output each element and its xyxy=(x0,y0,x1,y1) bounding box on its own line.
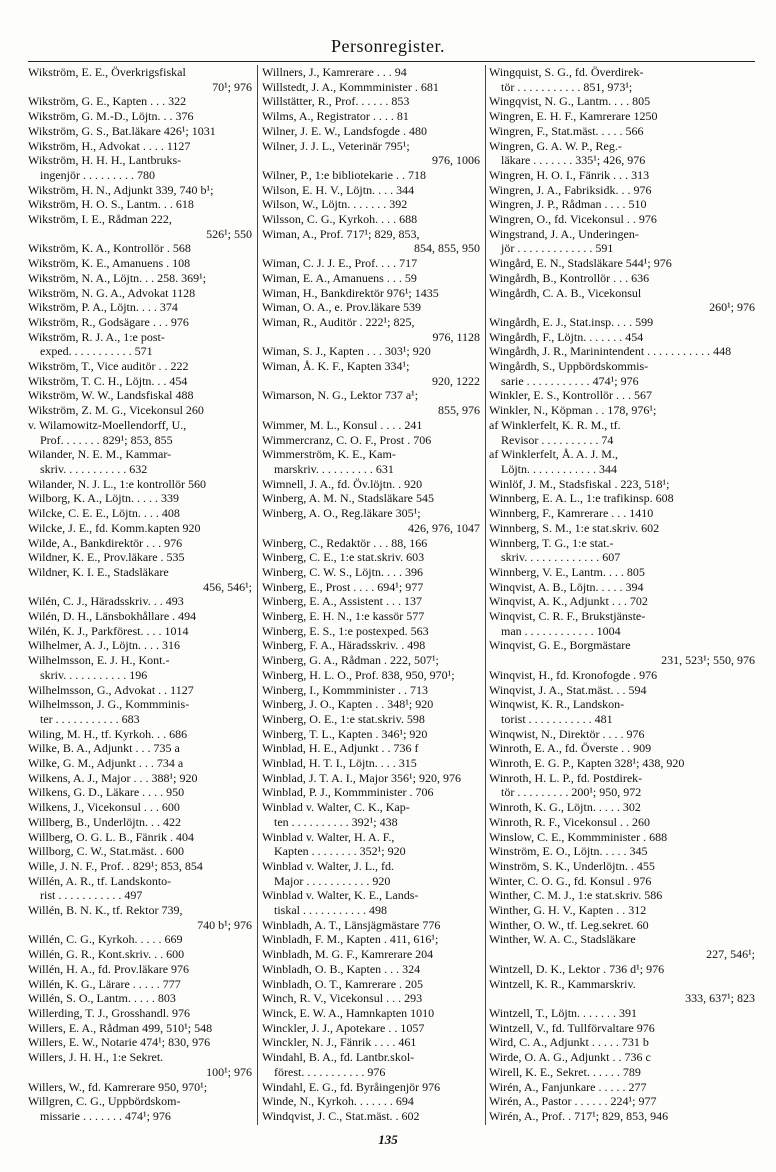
index-entry-line: Winroth, R. F., Vicekonsul . . 260 xyxy=(489,814,650,829)
index-entry-line: Winblad v. Walter, J. L., fd. xyxy=(262,858,395,873)
index-entry-line xyxy=(262,1124,482,1125)
index-entry-line: Wilke, B. A., Adjunkt . . . 735 a xyxy=(28,741,180,756)
index-entry-line: Winblad, H. T. I., Löjtn. . . . 315 xyxy=(262,756,417,771)
index-entry-line: Wingårdh, C. A. B., Vicekonsul xyxy=(489,285,642,300)
index-entry-line: ingenjör . . . . . . . . . 780 xyxy=(40,167,155,182)
index-entry-line: Wilcke, C. E. E., Löjtn. . . . 408 xyxy=(28,506,180,521)
index-entry-line: Wingård, E. N., Stadsläkare 544¹; 976 xyxy=(489,256,672,271)
index-entry-line: Wilke, G. M., Adjunkt . . . 734 a xyxy=(28,756,184,771)
index-entry-line: Winblad v. Walter, H. A. F., xyxy=(262,829,395,844)
index-entry-line: Wingqvist, N. G., Lantm. . . . 805 xyxy=(489,94,651,109)
index-entry-line: Winroth, H. L. P., fd. Postdirek- xyxy=(489,770,643,785)
index-entry-line: 333, 637¹; 823 xyxy=(685,991,755,1006)
index-entry-line: Prof. . . . . . . 829¹; 853, 855 xyxy=(40,432,173,447)
index-entry-line: af Winklerfelt, K. R. M., tf. xyxy=(489,417,621,432)
index-entry-line: Wilén, D. H., Länsbokhållare . 494 xyxy=(28,609,197,624)
index-entry-line: Willstätter, R., Prof. . . . . . 853 xyxy=(262,94,410,109)
index-entry-line: Wilson, W., Löjtn. . . . . . . 392 xyxy=(262,197,408,212)
index-entry-line: Winblad, P. J., Kommminister . 706 xyxy=(262,785,434,800)
index-entry-line: förest. . . . . . . . . . . 976 xyxy=(274,1064,386,1079)
index-entry-line: Wikström, H. N., Adjunkt 339, 740 b¹; xyxy=(28,182,214,197)
index-entry-line: Wiling, M. H., tf. Kyrkoh. . . 686 xyxy=(28,726,188,741)
page-number: 135 xyxy=(378,1132,398,1147)
index-entry-line: Winckler, N. J., Fänrik . . . . 461 xyxy=(262,1035,417,1050)
index-entry-line: Windqvist, J. C., Stat.mäst. . 602 xyxy=(262,1108,420,1123)
index-entry-line: Winbladh, A. T., Länsjägmästare 776 xyxy=(262,917,441,932)
index-entry-line: Wikström, I. E., Rådman 222, xyxy=(28,212,172,227)
index-entry-line xyxy=(489,1124,757,1125)
index-entry-line: Wird, C. A., Adjunkt . . . . . 731 b xyxy=(489,1035,649,1050)
index-entry-line: Wilhelmsson, J. G., Kommminis- xyxy=(28,697,190,712)
index-entry-line: Wikström, R., Godsägare . . . 976 xyxy=(28,314,189,329)
index-entry-line: Winberg, E. S., 1:e postexped. 563 xyxy=(262,623,429,638)
index-entry-line: Willborg, C. W., Stat.mäst. . 600 xyxy=(28,844,184,859)
index-entry-line: Wikström, E. E., Överkrigsfiskal xyxy=(28,65,186,79)
header-rule xyxy=(28,61,755,62)
index-entry-line: Wikström, K. A., Kontrollör . 568 xyxy=(28,241,191,256)
index-entry-line: 740 b¹; 976 xyxy=(197,917,252,932)
index-entry-line: Wingren, J. P., Rådman . . . . 510 xyxy=(489,197,647,212)
index-entry-line: Winbladh, F. M., Kapten . 411, 616¹; xyxy=(262,932,439,947)
index-entry-line: Winther, O. W., tf. Leg.sekret. 60 xyxy=(489,917,649,932)
index-entry-line: Wilkens, A. J., Major . . . 388¹; 920 xyxy=(28,770,198,785)
index-column-2 xyxy=(262,65,482,1125)
index-entry-line: skriv. . . . . . . . . . . . . 607 xyxy=(501,550,621,565)
index-entry-line: Winberg, G. A., Rådman . 222, 507¹; xyxy=(262,653,439,668)
index-entry-line: Winberg, A. M. N., Stadsläkare 545 xyxy=(262,491,434,506)
index-entry-line: v. Wilamowitz-Moellendorff, U., xyxy=(28,417,187,432)
index-entry-line: Wintzell, K. R., Kammarskriv. xyxy=(489,976,636,991)
index-entry-line: Wingren, H. O. I., Fänrik . . . 313 xyxy=(489,167,650,182)
index-entry-line: Winnberg, F., Kamrerare . . . 1410 xyxy=(489,506,654,521)
index-entry-line: Wingårdh, J. R., Marinintendent . . . . . . . . . . . 448 xyxy=(489,344,732,359)
index-entry-line: Winberg, A. O., Reg.läkare 305¹; xyxy=(262,506,421,521)
index-entry-line: Wikström, P. A., Löjtn. . . . 374 xyxy=(28,300,178,315)
index-entry-line: Wikström, N. A., Löjtn. . . 258. 369¹; xyxy=(28,270,207,285)
index-entry-line: Winde, N., Kyrkoh. . . . . . . 694 xyxy=(262,1094,414,1109)
index-entry-line: 227, 546¹; xyxy=(706,947,755,962)
index-entry-line: Wikström, G. M.-D., Löjtn. . . 376 xyxy=(28,109,194,124)
index-entry-line: Wilander, N. J. L., 1:e kontrollör 560 xyxy=(28,476,207,491)
index-entry-line: Winkler, N., Köpman . . 178, 976¹; xyxy=(489,403,657,418)
index-entry-line: Wikström, H. O. S., Lantm. . . 618 xyxy=(28,197,194,212)
index-entry-line: Wiman, Å. K. F., Kapten 334¹; xyxy=(262,359,410,374)
index-entry-line: Wintzell, D. K., Lektor . 736 d¹; 976 xyxy=(489,961,665,976)
index-entry-line: Wikström, T. C. H., Löjtn. . . 454 xyxy=(28,373,188,388)
index-entry-line: Winch, R. V., Vicekonsul . . . 293 xyxy=(262,991,423,1006)
index-entry-line: ter . . . . . . . . . . . 683 xyxy=(40,711,140,726)
index-entry-line: Wiman, A., Prof. 717¹; 829, 853, xyxy=(262,226,420,241)
index-entry-line: Wirén, A., Prof. . 717¹; 829, 853, 946 xyxy=(489,1108,669,1123)
index-entry-line: Wikström, H. H. H., Lantbruks- xyxy=(28,153,182,168)
index-entry-line: Winnberg, S. M., 1:e stat.skriv. 602 xyxy=(489,520,660,535)
index-entry-line: tör . . . . . . . . . . . 851, 973¹; xyxy=(501,79,633,94)
index-entry-line: Wiman, O. A., e. Prov.läkare 539 xyxy=(262,300,422,315)
index-entry-line: Winqvist, A. B., Löjtn. . . . . 394 xyxy=(489,579,644,594)
index-entry-line: skriv. . . . . . . . . . . 196 xyxy=(40,667,148,682)
index-entry-line: Winbladh, O. T., Kamrerare . 205 xyxy=(262,976,424,991)
index-entry-line: Winberg, I., Kommminister . . 713 xyxy=(262,682,428,697)
index-entry-line: Wilhelmer, A. J., Löjtn. . . . 316 xyxy=(28,638,181,653)
index-entry-line: Wilner, J. E. W., Landsfogde . 480 xyxy=(262,123,428,138)
index-entry-line: Wingårdh, S., Uppbördskommis- xyxy=(489,359,649,374)
index-entry-line: Winqwist, N., Direktör . . . . 976 xyxy=(489,726,645,741)
index-entry-line: Wiman, C. J. J. E., Prof. . . . 717 xyxy=(262,256,418,271)
index-entry-line: Wiman, R., Auditör . 222¹; 825, xyxy=(262,314,415,329)
index-column-1 xyxy=(28,65,254,1125)
index-entry-line: Wildner, K. I. E., Stadsläkare xyxy=(28,564,169,579)
index-entry-line: Winck, E. W. A., Hamnkapten 1010 xyxy=(262,1006,435,1020)
index-entry-line: Willers, E. W., Notarie 474¹; 830, 976 xyxy=(28,1035,211,1050)
index-entry-line: Wikström, Z. M. G., Vicekonsul 260 xyxy=(28,403,204,418)
index-entry-line: Willén, C. G., Kyrkoh. . . . . 669 xyxy=(28,932,183,947)
index-entry-line: Willberg, O. G. L. B., Fänrik . 404 xyxy=(28,829,194,844)
index-entry-line: Windahl, E. G., fd. Byråingenjör 976 xyxy=(262,1079,441,1094)
index-entry-line: Wikström, T., Vice auditör . . 222 xyxy=(28,359,189,374)
index-entry-line: Wikström, K. E., Amanuens . 108 xyxy=(28,256,191,271)
index-entry-line: Winberg, C., Redaktör . . . 88, 166 xyxy=(262,535,428,550)
column-divider xyxy=(257,65,258,1125)
index-entry-line: 231, 523¹; 550, 976 xyxy=(661,653,755,668)
index-entry-line: marskriv. . . . . . . . . . 631 xyxy=(274,461,394,476)
index-entry-line: Kapten . . . . . . . . 352¹; 920 xyxy=(274,844,406,859)
index-entry-line: 100¹; 976 xyxy=(206,1064,252,1079)
index-entry-line: Wiman, S. J., Kapten . . . 303¹; 920 xyxy=(262,344,431,359)
index-entry-line: Winnberg, V. E., Lantm. . . . 805 xyxy=(489,564,645,579)
index-entry-line: Winblad, H. E., Adjunkt . . 736 f xyxy=(262,741,419,756)
index-entry-line: Winqwist, K. R., Landskon- xyxy=(489,697,625,712)
index-entry-line: Revisor . . . . . . . . . . 74 xyxy=(501,432,614,447)
index-entry-line: Wikström, H., Advokat . . . . 1127 xyxy=(28,138,191,153)
index-entry-line: Major . . . . . . . . . . . 920 xyxy=(274,873,391,888)
column-divider xyxy=(485,65,486,1125)
index-entry-line: Winberg, C. W. S., Löjtn. . . . 396 xyxy=(262,564,423,579)
index-entry-line: Winkler, E. S., Kontrollör . . . 567 xyxy=(489,388,653,403)
index-entry-line: läkare . . . . . . . 335¹; 426, 976 xyxy=(501,153,646,168)
index-entry-line: Wilson, E. H. V., Löjtn. . . . 344 xyxy=(262,182,415,197)
index-entry-line: Wilander, N. E. M., Kammar- xyxy=(28,447,172,462)
index-entry-line: Wingårdh, E. J., Stat.insp. . . . 599 xyxy=(489,314,654,329)
index-entry-line: Wilner, P., 1:e bibliotekarie . . 718 xyxy=(262,167,427,182)
index-entry-line: Winberg, E. A., Assistent . . . 137 xyxy=(262,594,422,609)
index-entry-line: Wikström, R. J. A., 1:e post- xyxy=(28,329,165,344)
index-entry-line: Wirén, A., Pastor . . . . . . 224¹; 977 xyxy=(489,1094,657,1109)
page-title: Personregister. xyxy=(331,36,445,56)
index-entry-line: Winther, C. M. J., 1:e stat.skriv. 586 xyxy=(489,888,663,903)
index-entry-line: Wimmerström, K. E., Kam- xyxy=(262,447,396,462)
index-entry-line: Willners, J., Kamrerare . . . 94 xyxy=(262,65,407,79)
index-entry-line: 260¹; 976 xyxy=(709,300,755,315)
index-entry-line: man . . . . . . . . . . . . 1004 xyxy=(501,623,621,638)
index-entry-line: Windahl, B. A., fd. Lantbr.skol- xyxy=(262,1050,415,1065)
index-entry-line: 456, 546¹; xyxy=(203,579,252,594)
index-entry-line: Winlöf, J. M., Stadsfiskal . 223, 518¹; xyxy=(489,476,670,491)
index-entry-line: exped. . . . . . . . . . . 571 xyxy=(40,344,153,359)
index-entry-line: 976, 1006 xyxy=(432,153,480,168)
index-entry-line: Willers, J. H. H., 1:e Sekret. xyxy=(28,1050,164,1065)
index-entry-line: jör . . . . . . . . . . . . . 591 xyxy=(501,241,614,256)
index-entry-line: Winblad v. Walter, K. E., Lands- xyxy=(262,888,419,903)
index-entry-line: Wikström, W. W., Landsfiskal 488 xyxy=(28,388,194,403)
index-entry-line: Wilhelmsson, E. J. H., Kont.- xyxy=(28,653,170,668)
index-entry-line: Winnberg, E. A. L., 1:e trafikinsp. 608 xyxy=(489,491,674,506)
index-entry-line: Wingren, J. A., Fabriksidk. . . 976 xyxy=(489,182,652,197)
index-entry-line: Wingren, F., Stat.mäst. . . . . 566 xyxy=(489,123,644,138)
index-entry-line: Winroth, E. G. P., Kapten 328¹; 438, 920 xyxy=(489,756,685,771)
index-entry-line: Wikström, N. G. A., Advokat 1128 xyxy=(28,285,196,300)
index-entry-line: Winberg, H. L. O., Prof. 838, 950, 970¹; xyxy=(262,667,455,682)
index-entry-line: Wingren, E. H. F., Kamrerare 1250 xyxy=(489,109,658,124)
index-column-3 xyxy=(489,65,757,1125)
index-entry-line: Willén, G. R., Kont.skriv. . . 600 xyxy=(28,947,185,962)
index-entry-line: Wimnell, J. A., fd. Öv.löjtn. . 920 xyxy=(262,476,423,491)
index-entry-line: tiskal . . . . . . . . . . . 498 xyxy=(274,903,387,918)
index-entry-line: 854, 855, 950 xyxy=(414,241,480,256)
index-entry-line: Winroth, E. A., fd. Överste . . 909 xyxy=(489,741,652,756)
index-entry-line: Wilms, A., Registrator . . . . 81 xyxy=(262,109,409,124)
index-entry-line: Willén, K. G., Lärare . . . . . 777 xyxy=(28,976,181,991)
index-entry-line: Wiman, E. A., Amanuens . . . 59 xyxy=(262,270,417,285)
index-entry-line: Winckler, J. J., Apotekare . . 1057 xyxy=(262,1020,425,1035)
index-entry-line: 920, 1222 xyxy=(432,373,480,388)
index-entry-line: Wirén, A., Fanjunkare . . . . . 277 xyxy=(489,1079,647,1094)
index-entry-line: Wilkens, J., Vicekonsul . . . 600 xyxy=(28,800,180,815)
index-entry-line: Willén, A. R., tf. Landskonto- xyxy=(28,873,172,888)
index-entry-line: 426, 976, 1047 xyxy=(408,520,480,535)
index-entry-line: Wingquist, S. G., fd. Överdirek- xyxy=(489,65,644,79)
index-entry-line: Wimmercranz, C. O. F., Prost . 706 xyxy=(262,432,432,447)
index-entry-line: sarie . . . . . . . . . . . 474¹; 976 xyxy=(501,373,639,388)
index-entry-line: torist . . . . . . . . . . . 481 xyxy=(501,711,613,726)
index-entry-line: Wirde, O. A. G., Adjunkt . . 736 c xyxy=(489,1050,651,1065)
index-entry-line: Wildner, K. E., Prov.läkare . 535 xyxy=(28,550,185,565)
index-entry-line: Winberg, O. E., 1:e stat.skriv. 598 xyxy=(262,711,425,726)
index-entry-line: Wilner, J. J. L., Veterinär 795¹; xyxy=(262,138,410,153)
index-entry-line: Winqvist, C. R. F., Brukstjänste- xyxy=(489,609,646,624)
index-entry-line: Winroth, K. G., Löjtn. . . . . 302 xyxy=(489,800,641,815)
index-entry-line: Winbladh, M. G. F., Kamrerare 204 xyxy=(262,947,434,962)
index-entry-line: Winther, W. A. C., Stadsläkare xyxy=(489,932,636,947)
index-entry-line: ten . . . . . . . . . . 392¹; 438 xyxy=(274,814,398,829)
index-entry-line: rist . . . . . . . . . . . 497 xyxy=(40,888,143,903)
index-entry-line: Willers, W., fd. Kamrerare 950, 970¹; xyxy=(28,1079,208,1094)
index-entry-line: Winter, C. O. G., fd. Konsul . 976 xyxy=(489,873,652,888)
index-entry-line: Winther, G. H. V., Kapten . . 312 xyxy=(489,903,647,918)
index-entry-line: Wilén, C. J., Häradsskriv. . . 493 xyxy=(28,594,184,609)
index-entry-line: Wingren, O., fd. Vicekonsul . . 976 xyxy=(489,212,657,227)
index-entry-line: Winslow, C. E., Kommminister . 688 xyxy=(489,829,668,844)
index-entry-line: 526¹; 550 xyxy=(206,226,252,241)
index-entry-line: skriv. . . . . . . . . . . 632 xyxy=(40,461,148,476)
index-entry-line: Wilde, A., Bankdirektör . . . 976 xyxy=(28,535,183,550)
index-entry-line: Wilcke, J. E., fd. Komm.kapten 920 xyxy=(28,520,201,535)
index-entry-line: Willberg, B., Underlöjtn. . . 422 xyxy=(28,814,181,829)
index-entry-line: Winbladh, O. B., Kapten . . . 324 xyxy=(262,961,421,976)
index-entry-line: Winqvist, G. E., Borgmästare xyxy=(489,638,631,653)
index-entry-line: Winberg, F. A., Häradsskriv. . 498 xyxy=(262,638,426,653)
index-entry-line: Winqvist, A. K., Adjunkt . . . 702 xyxy=(489,594,648,609)
index-entry-line: Wintzell, V., fd. Tullförvaltare 976 xyxy=(489,1020,655,1035)
index-entry-line: Wilhelmsson, G., Advokat . . 1127 xyxy=(28,682,194,697)
index-entry-line: Wintzell, T., Löjtn. . . . . . . 391 xyxy=(489,1006,638,1020)
index-entry-line: Willers, E. A., Rådman 499, 510¹; 548 xyxy=(28,1020,213,1035)
index-entry-line: 70¹; 976 xyxy=(212,79,252,94)
index-entry-line: Willén, B. N. K., tf. Rektor 739, xyxy=(28,903,183,918)
index-entry-line: Winqvist, H., fd. Kronofogde . 976 xyxy=(489,667,658,682)
index-entry-line: Winberg, E. H. N., 1:e kassör 577 xyxy=(262,609,425,624)
index-entry-line: Winberg, T. L., Kapten . 346¹; 920 xyxy=(262,726,428,741)
index-entry-line: Willstedt, J. A., Kommminister . 681 xyxy=(262,79,439,94)
index-entry-line: Winström, E. O., Löjtn. . . . . 345 xyxy=(489,844,648,859)
index-entry-line: Wilkens, G. D., Läkare . . . . 950 xyxy=(28,785,185,800)
index-entry-line: Löjtn. . . . . . . . . . . . 344 xyxy=(501,461,617,476)
index-entry-line: Wingårdh, F., Löjtn. . . . . . . 454 xyxy=(489,329,644,344)
index-entry-line: Winberg, C. E., 1:e stat.skriv. 603 xyxy=(262,550,425,565)
index-entry-line: Willén, S. O., Lantm. . . . . 803 xyxy=(28,991,176,1006)
index-entry-line: 976, 1128 xyxy=(432,329,480,344)
index-entry-line: Wingstrand, J. A., Underingen- xyxy=(489,226,639,241)
index-entry-line: 855, 976 xyxy=(438,403,480,418)
index-entry-line: Wikström, G. S., Bat.läkare 426¹; 1031 xyxy=(28,123,216,138)
index-entry-line: Winblad v. Walter, C. K., Kap- xyxy=(262,800,410,815)
index-entry-line: Wilén, K. J., Parkförest. . . . 1014 xyxy=(28,623,189,638)
index-entry-line: Wingren, G. A. W. P., Reg.- xyxy=(489,138,622,153)
index-entry-line: Winberg, J. O., Kapten . . 348¹; 920 xyxy=(262,697,434,712)
index-entry-line: Winström, S. K., Underlöjtn. . 455 xyxy=(489,858,655,873)
index-entry-line: Winblad, J. T. A. I., Major 356¹; 920, 976 xyxy=(262,770,461,785)
index-entry-line: Winberg, E., Prost . . . . 694¹; 977 xyxy=(262,579,424,594)
index-entry-line: af Winklerfelt, Å. A. J. M., xyxy=(489,447,618,462)
index-entry-line: tör . . . . . . . . . 200¹; 950, 972 xyxy=(501,785,642,800)
index-entry-line: Wirell, K. E., Sekret. . . . . . 789 xyxy=(489,1064,641,1079)
index-entry-line: Wiman, H., Bankdirektör 976¹; 1435 xyxy=(262,285,439,300)
index-entry-line: Wikström, G. E., Kapten . . . 322 xyxy=(28,94,187,109)
index-entry-line: Winnberg, T. G., 1:e stat.- xyxy=(489,535,614,550)
index-entry-line: Wimarson, N. G., Lektor 737 a¹; xyxy=(262,388,419,403)
index-entry-line: Wille, J. N. F., Prof. . 829¹; 853, 854 xyxy=(28,858,203,873)
index-entry-line: Willén, H. A., fd. Prov.läkare 976 xyxy=(28,961,190,976)
index-entry-line: Winqvist, J. A., Stat.mäst. . . 594 xyxy=(489,682,647,697)
index-entry-line: Willgren, C. G., Uppbördskom- xyxy=(28,1094,181,1109)
index-entry-line: Willerding, T. J., Grosshandl. 976 xyxy=(28,1006,191,1020)
index-entry-line: Wilborg, K. A., Löjtn. . . . . 339 xyxy=(28,491,179,506)
index-entry-line: Wimmer, M. L., Konsul . . . . 241 xyxy=(262,417,423,432)
index-entry-line: Wingårdh, B., Kontrollör . . . 636 xyxy=(489,270,650,285)
index-entry-line xyxy=(28,1124,254,1125)
index-entry-line: Wilsson, C. G., Kyrkoh. . . . 688 xyxy=(262,212,418,227)
index-entry-line: missarie . . . . . . . 474¹; 976 xyxy=(40,1108,171,1123)
